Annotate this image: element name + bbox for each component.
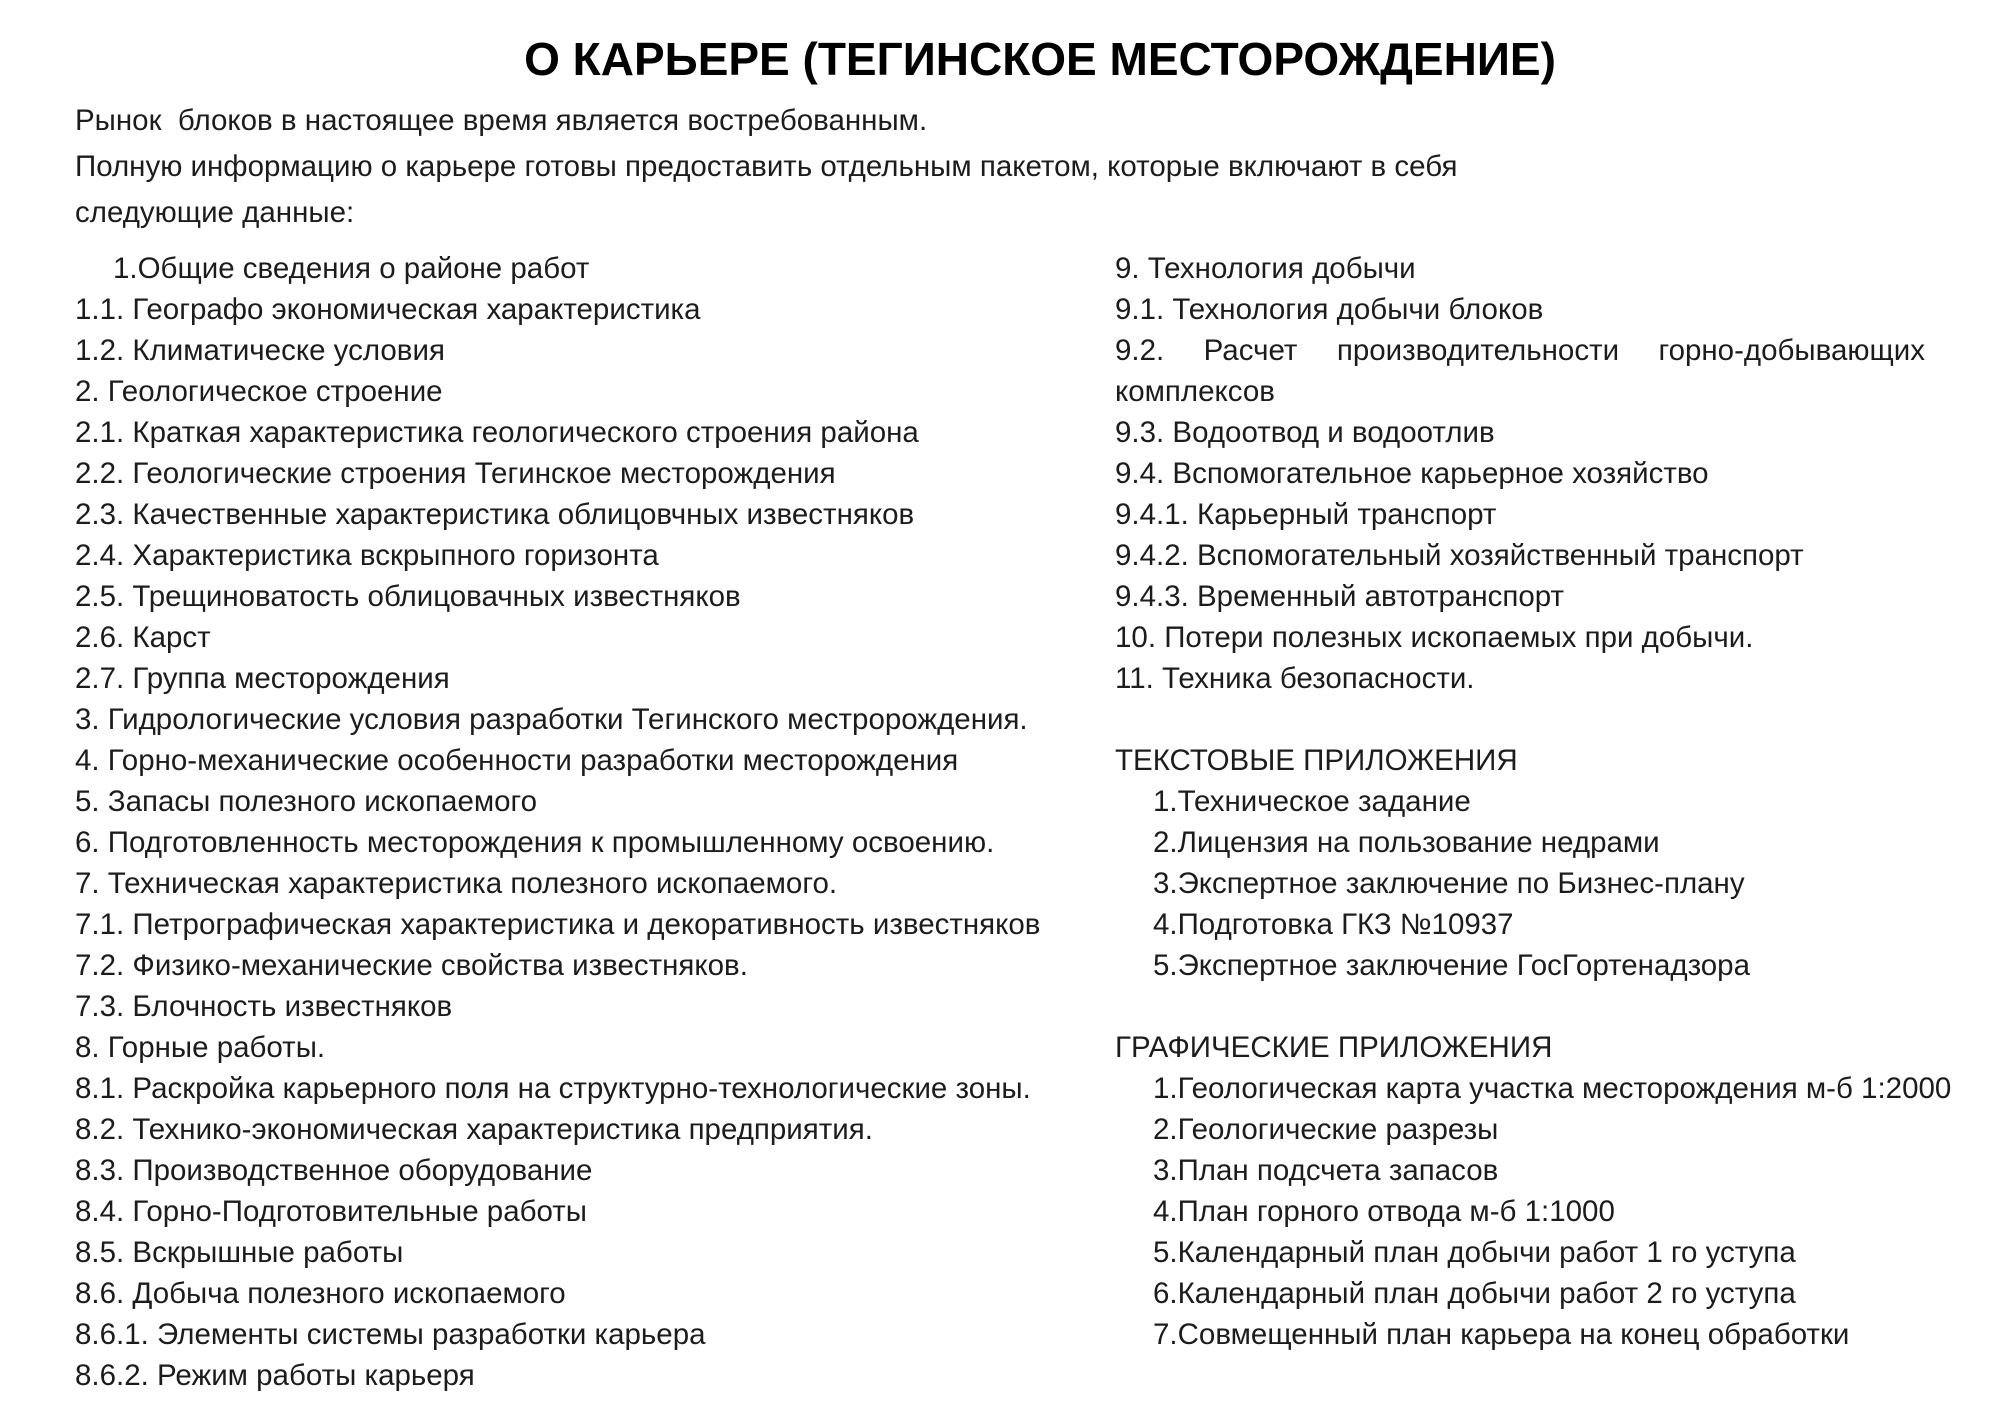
list-item: 4.План горного отвода м-б 1:1000 (1153, 1195, 1615, 1228)
list-item: 4.Подготовка ГКЗ №10937 (1153, 908, 1514, 941)
list-item: 7.Совмещенный план карьера на конец обработки (1153, 1318, 1850, 1351)
list-item: 3. Гидрологические условия разработки Тегинского местророждения. (75, 703, 1028, 736)
list-item: Рынок блоков в настоящее время является востребованным. (75, 104, 928, 137)
list-item: 9.4. Вспомогательное карьерное хозяйство (1115, 457, 1709, 490)
document-page (75, 30, 1952, 1396)
list-item: 1.1. Географо экономическая характеристика (75, 293, 701, 326)
list-item: 6. Подготовленность месторождения к промышленному освоению. (75, 826, 995, 859)
list-item: 3.Экспертное заключение по Бизнес-плану (1153, 867, 1745, 900)
list-item: следующие данные: (75, 196, 355, 229)
list-item: 2.4. Характеристика вскрыпного горизонта (75, 539, 659, 572)
list-item: 5.Экспертное заключение ГосГортенадзора (1153, 949, 1750, 982)
text-appendix-header: ТЕКСТОВЫЕ ПРИЛОЖЕНИЯ (1115, 744, 1518, 777)
list-item: 8.3. Производственное оборудование (75, 1154, 593, 1187)
list-item: 2.Лицензия на пользование недрами (1153, 826, 1660, 859)
list-item: 9.2. Расчет производительности горно-добывающих комплексов (1115, 334, 1925, 408)
page-title: О КАРЬЕРЕ (ТЕГИНСКОЕ МЕСТОРОЖДЕНИЕ) (524, 33, 1556, 85)
toc-right-main-list (1115, 248, 1925, 699)
list-item: 7.2. Физико-механические свойства известняков. (75, 949, 748, 982)
list-item: 5.Календарный план добычи работ 1 го уступа (1153, 1236, 1796, 1269)
list-item: 8.5. Вскрышные работы (75, 1236, 404, 1269)
toc-columns (75, 248, 1952, 1396)
list-item: 7.1. Петрографическая характеристика и декоративность известняков (75, 908, 1041, 941)
list-item: Полную информацию о карьере готовы предоставить отдельным пакетом, которые включают в себя (75, 150, 1458, 183)
list-item: 7. Техническая характеристика полезного ископаемого. (75, 867, 838, 900)
list-item: 8.2. Технико-экономическая характеристика предприятия. (75, 1113, 873, 1146)
list-item: 8.6.2. Режим работы карьеря (75, 1359, 475, 1392)
list-item: 2.1. Краткая характеристика геологического строения района (75, 416, 919, 449)
list-item: 8.4. Горно-Подготовительные работы (75, 1195, 587, 1228)
list-item: 1.Общие сведения о районе работ (113, 252, 590, 285)
list-item: 2.7. Группа месторождения (75, 662, 450, 695)
list-item: 2.6. Карст (75, 621, 211, 654)
list-item: 1.2. Климатическе условия (75, 334, 445, 367)
list-item: 7.3. Блочность известняков (75, 990, 453, 1023)
list-item: 6.Календарный план добычи работ 2 го уступа (1153, 1277, 1796, 1310)
spacer (1115, 986, 1925, 1027)
list-item: 1.Техническое задание (1153, 785, 1471, 818)
list-item: 2. Геологическое строение (75, 375, 443, 408)
list-item: 9.3. Водоотвод и водоотлив (1115, 416, 1495, 449)
graphic-appendix-list (1115, 1068, 1952, 1355)
list-item: 9.4.3. Временный автотранспорт (1115, 580, 1565, 613)
list-item: 2.2. Геологические строения Тегинское месторождения (75, 457, 836, 490)
list-item: 2.5. Трещиноватость облицовачных известняков (75, 580, 741, 613)
list-item: 8.6.1. Элементы системы разработки карьера (75, 1318, 706, 1351)
text-appendix-list (1115, 781, 1925, 986)
list-item: 9.1. Технология добычи блоков (1115, 293, 1544, 326)
list-item: 5. Запасы полезного ископаемого (75, 785, 538, 818)
list-item: 4. Горно-механические особенности разработки месторождения (75, 744, 959, 777)
list-item: 1.Геологическая карта участка месторождения м-б 1:2000 (1153, 1072, 1952, 1105)
toc-right-column (1115, 248, 1952, 1396)
toc-left-column (75, 248, 1115, 1396)
list-item: 10. Потери полезных ископаемых при добычи. (1115, 621, 1754, 654)
graphic-appendix-header: ГРАФИЧЕСКИЕ ПРИЛОЖЕНИЯ (1115, 1031, 1553, 1064)
list-item: 9. Технология добычи (1115, 252, 1416, 285)
list-item: 3.План подсчета запасов (1153, 1154, 1499, 1187)
list-item: 11. Техника безопасности. (1115, 662, 1475, 695)
list-item: 8.1. Раскройка карьерного поля на структурно-технологические зоны. (75, 1072, 1031, 1105)
list-item: 2.3. Качественные характеристика облицовчных известняков (75, 498, 915, 531)
spacer (1115, 699, 1925, 740)
list-item: 8.6. Добыча полезного ископаемого (75, 1277, 566, 1310)
list-item: 9.4.2. Вспомогательный хозяйственный транспорт (1115, 539, 1804, 572)
list-item: 9.4.1. Карьерный транспорт (1115, 498, 1497, 531)
list-item: 8. Горные работы. (75, 1031, 326, 1064)
intro-paragraph (75, 98, 1925, 236)
list-item: 2.Геологические разрезы (1153, 1113, 1499, 1146)
